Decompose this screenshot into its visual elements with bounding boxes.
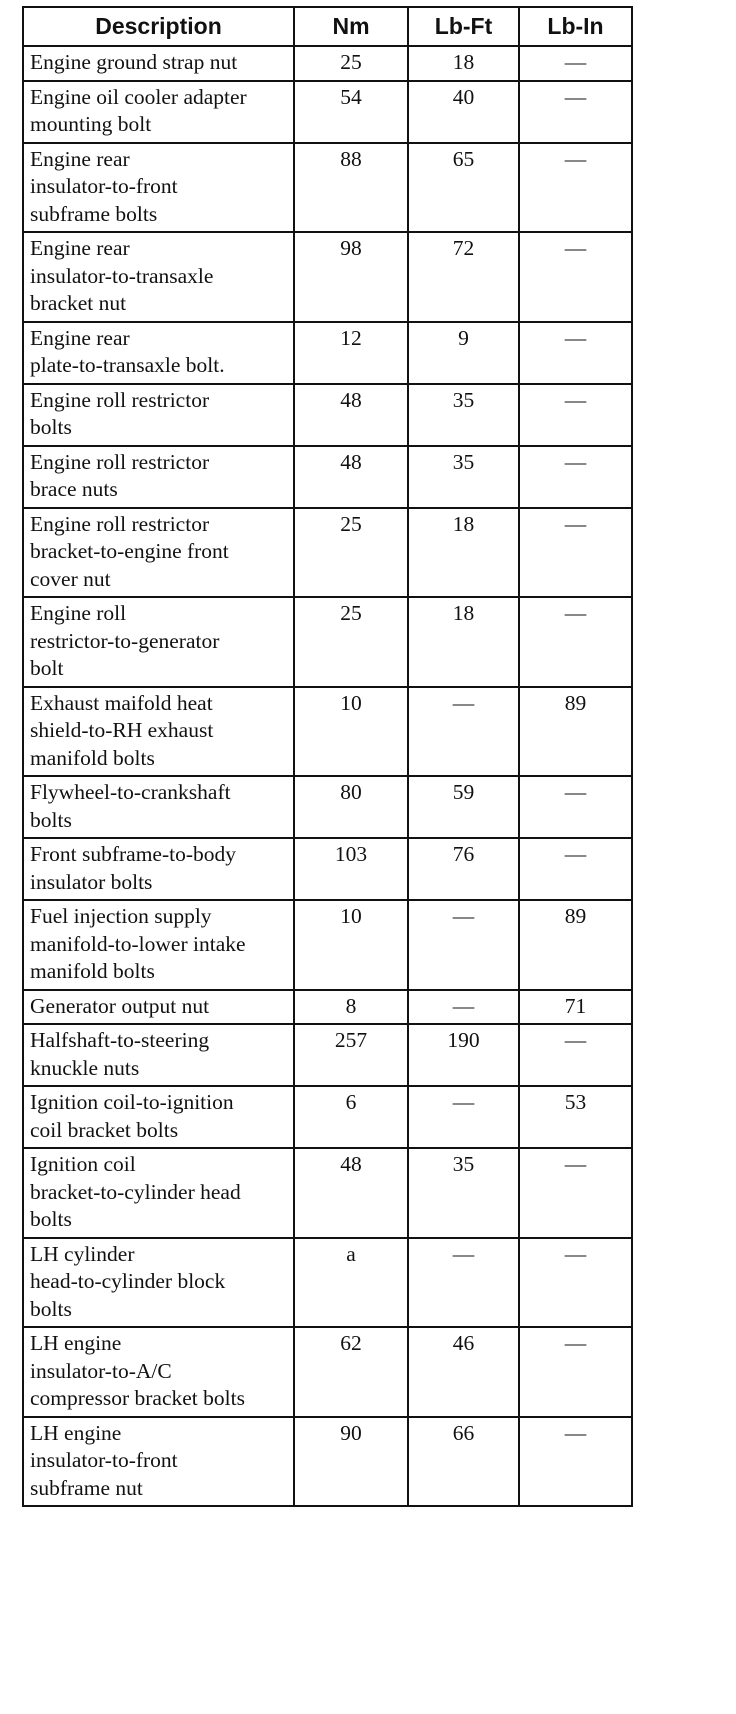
description-line: head-to-cylinder block <box>30 1269 226 1293</box>
lb-ft-cell: — <box>408 990 519 1025</box>
nm-cell: 48 <box>294 446 408 508</box>
description-line: manifold-to-lower intake <box>30 931 246 956</box>
description-line: LH engine <box>30 1331 122 1355</box>
description-line: Ignition coil-to-ignition <box>30 1090 234 1114</box>
lb-in-cell: 71 <box>519 990 632 1025</box>
description-line: shield-to-RH exhaust <box>30 718 214 742</box>
description-line: insulator-to-front <box>30 1448 178 1472</box>
nm-cell: 48 <box>294 1148 408 1238</box>
table-row <box>23 143 632 233</box>
description-cell <box>23 990 294 1025</box>
description-line: knuckle nuts <box>30 1055 140 1080</box>
nm-cell: 88 <box>294 143 408 233</box>
description-line: insulator bolts <box>30 869 153 894</box>
nm-cell: 8 <box>294 990 408 1025</box>
col-header-lb-ft: Lb-Ft <box>408 7 519 46</box>
description-line: Engine roll <box>30 601 127 625</box>
nm-cell: 25 <box>294 46 408 81</box>
header-row <box>23 7 632 46</box>
nm-cell: 10 <box>294 687 408 777</box>
description-line: bracket-to-engine front <box>30 539 229 563</box>
lb-in-cell: — <box>519 1327 632 1417</box>
table-row <box>23 838 632 900</box>
description-line: subframe nut <box>30 1475 143 1500</box>
nm-cell: 25 <box>294 508 408 598</box>
table-row <box>23 1327 632 1417</box>
description-cell <box>23 322 294 384</box>
lb-in-cell: 89 <box>519 900 632 990</box>
description-line: Exhaust maifold heat <box>30 690 213 715</box>
lb-ft-cell: 35 <box>408 384 519 446</box>
nm-cell: 90 <box>294 1417 408 1507</box>
description-line: Engine rear <box>30 146 130 171</box>
table-row <box>23 446 632 508</box>
description-cell <box>23 1148 294 1238</box>
description-line: Engine rear <box>30 325 130 350</box>
col-header-nm: Nm <box>294 7 408 46</box>
lb-in-cell: — <box>519 776 632 838</box>
lb-in-cell: — <box>519 838 632 900</box>
description-cell <box>23 1417 294 1507</box>
description-cell <box>23 384 294 446</box>
table-row <box>23 508 632 598</box>
lb-ft-cell: — <box>408 1238 519 1328</box>
description-line: cover nut <box>30 566 111 591</box>
nm-cell: 6 <box>294 1086 408 1148</box>
description-line: Flywheel-to-crankshaft <box>30 780 231 804</box>
lb-ft-cell: 66 <box>408 1417 519 1507</box>
description-cell <box>23 81 294 143</box>
lb-ft-cell: 65 <box>408 143 519 233</box>
lb-ft-cell: 59 <box>408 776 519 838</box>
lb-ft-cell: 40 <box>408 81 519 143</box>
lb-in-cell: — <box>519 322 632 384</box>
lb-ft-cell: 18 <box>408 508 519 598</box>
table-row <box>23 776 632 838</box>
description-cell <box>23 143 294 233</box>
description-cell <box>23 508 294 598</box>
description-line: Engine oil cooler adapter <box>30 84 247 109</box>
lb-in-cell: — <box>519 1238 632 1328</box>
lb-in-cell: — <box>519 597 632 687</box>
table-row <box>23 990 632 1025</box>
description-cell <box>23 46 294 81</box>
description-line: Engine roll restrictor <box>30 449 210 474</box>
nm-cell: 48 <box>294 384 408 446</box>
description-line: manifold bolts <box>30 959 155 983</box>
description-cell <box>23 687 294 777</box>
table-row <box>23 81 632 143</box>
nm-cell: a <box>294 1238 408 1328</box>
lb-in-cell: — <box>519 232 632 322</box>
description-cell <box>23 597 294 687</box>
nm-cell: 257 <box>294 1024 408 1086</box>
nm-cell: 98 <box>294 232 408 322</box>
table-row <box>23 597 632 687</box>
table-row <box>23 1148 632 1238</box>
description-line: coil bracket bolts <box>30 1117 179 1142</box>
table-row <box>23 1238 632 1328</box>
description-line: Engine roll restrictor <box>30 511 210 536</box>
nm-cell: 80 <box>294 776 408 838</box>
nm-cell: 54 <box>294 81 408 143</box>
description-line: bolts <box>30 1296 72 1321</box>
description-line: LH cylinder <box>30 1241 135 1266</box>
lb-ft-cell: 35 <box>408 1148 519 1238</box>
lb-in-cell: — <box>519 446 632 508</box>
table-row <box>23 1417 632 1507</box>
lb-in-cell: — <box>519 143 632 233</box>
description-cell <box>23 1238 294 1328</box>
lb-in-cell: 89 <box>519 687 632 777</box>
description-line: compressor bracket bolts <box>30 1386 245 1410</box>
lb-in-cell: — <box>519 1024 632 1086</box>
description-line: insulator-to-transaxle <box>30 263 214 288</box>
description-cell <box>23 1327 294 1417</box>
description-cell <box>23 776 294 838</box>
lb-in-cell: — <box>519 81 632 143</box>
lb-in-cell: — <box>519 1417 632 1507</box>
description-line: mounting bolt <box>30 112 152 136</box>
lb-ft-cell: 72 <box>408 232 519 322</box>
description-line: Front subframe-to-body <box>30 842 237 866</box>
lb-ft-cell: 18 <box>408 46 519 81</box>
lb-ft-cell: 9 <box>408 322 519 384</box>
description-line: insulator-to-front <box>30 174 178 198</box>
description-cell <box>23 900 294 990</box>
description-line: LH engine <box>30 1420 122 1445</box>
description-line: Ignition coil <box>30 1152 136 1176</box>
description-line: bracket-to-cylinder head <box>30 1179 241 1204</box>
description-line: restrictor-to-generator <box>30 628 220 653</box>
nm-cell: 10 <box>294 900 408 990</box>
description-line: bolt <box>30 656 64 680</box>
description-cell <box>23 232 294 322</box>
col-header-lb-in: Lb-In <box>519 7 632 46</box>
table-row <box>23 46 632 81</box>
description-line: insulator-to-A/C <box>30 1358 172 1383</box>
description-cell <box>23 446 294 508</box>
table-row <box>23 900 632 990</box>
description-line: subframe bolts <box>30 201 158 226</box>
description-line: Engine roll restrictor <box>30 387 210 412</box>
torque-spec-table <box>22 6 633 1507</box>
lb-ft-cell: — <box>408 900 519 990</box>
lb-ft-cell: 190 <box>408 1024 519 1086</box>
lb-in-cell: 53 <box>519 1086 632 1148</box>
table-row <box>23 384 632 446</box>
nm-cell: 62 <box>294 1327 408 1417</box>
lb-ft-cell: 46 <box>408 1327 519 1417</box>
description-cell <box>23 1024 294 1086</box>
lb-ft-cell: 18 <box>408 597 519 687</box>
description-line: brace nuts <box>30 477 118 501</box>
description-line: plate-to-transaxle bolt. <box>30 353 225 377</box>
nm-cell: 12 <box>294 322 408 384</box>
lb-ft-cell: — <box>408 1086 519 1148</box>
description-line: Engine rear <box>30 236 130 260</box>
description-line: bolts <box>30 415 72 439</box>
lb-ft-cell: — <box>408 687 519 777</box>
lb-in-cell: — <box>519 46 632 81</box>
description-line: bracket nut <box>30 291 127 315</box>
lb-ft-cell: 76 <box>408 838 519 900</box>
description-line: Fuel injection supply <box>30 904 212 928</box>
nm-cell: 25 <box>294 597 408 687</box>
description-line: Halfshaft-to-steering <box>30 1028 210 1052</box>
table-row <box>23 687 632 777</box>
nm-cell: 103 <box>294 838 408 900</box>
description-line: Generator output nut <box>30 993 210 1018</box>
description-line: bolts <box>30 807 72 832</box>
table-row <box>23 1024 632 1086</box>
table-row <box>23 232 632 322</box>
lb-in-cell: — <box>519 508 632 598</box>
lb-in-cell: — <box>519 1148 632 1238</box>
lb-in-cell: — <box>519 384 632 446</box>
description-line: bolts <box>30 1207 72 1231</box>
lb-ft-cell: 35 <box>408 446 519 508</box>
description-line: Engine ground strap nut <box>30 50 238 74</box>
description-cell <box>23 1086 294 1148</box>
description-line: manifold bolts <box>30 745 155 770</box>
col-header-description: Description <box>23 7 294 46</box>
table-row <box>23 1086 632 1148</box>
description-cell <box>23 838 294 900</box>
table-row <box>23 322 632 384</box>
